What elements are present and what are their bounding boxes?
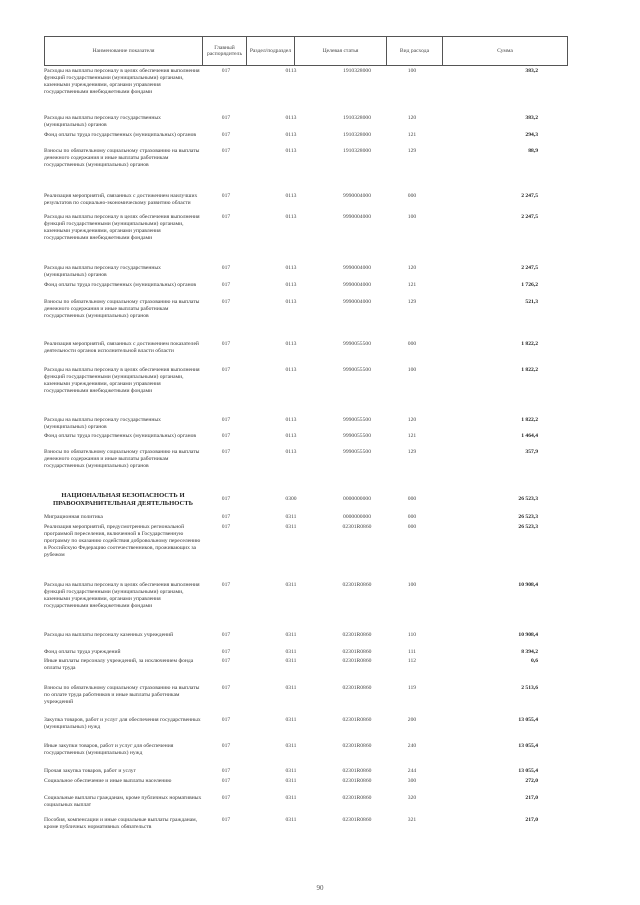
- row-vr: 321: [407, 817, 417, 823]
- row-sum: 217,0: [525, 795, 538, 801]
- row-razdel: 0311: [285, 514, 297, 520]
- row-cs: 9990055500: [343, 341, 371, 347]
- row-sum: 0,6: [531, 658, 538, 664]
- row-razdel: 0311: [285, 632, 297, 638]
- row-razdel: 0311: [285, 524, 297, 530]
- row-sum: 1 822,2: [521, 341, 538, 347]
- row-cs: 9990055500: [343, 449, 371, 455]
- row-razdel: 0311: [285, 658, 297, 664]
- row-name: Расходы на выплаты персоналу государственных (муниципальных) органов: [44, 115, 161, 129]
- row-name: Иные выплаты персоналу учреждений, за исключением фонда оплаты труда: [44, 658, 194, 672]
- row-gr: 017: [221, 658, 231, 664]
- row-vr: 000: [407, 524, 417, 530]
- row-cs: 9990004000: [343, 265, 371, 271]
- row-razdel: 0113: [285, 148, 297, 154]
- row-gr: 017: [221, 795, 231, 801]
- row-vr: 240: [407, 743, 417, 749]
- row-gr: 017: [221, 148, 231, 154]
- row-name: Реализация мероприятий, связанных с достижением наилучших результатов по социально-экономическому развитию области: [44, 193, 198, 207]
- row-cs: 02301R0860: [342, 685, 372, 691]
- row-gr: 017: [221, 743, 231, 749]
- row-cs: 02301R0860: [342, 743, 372, 749]
- row-name: Фонд оплаты труда учреждений: [44, 649, 121, 655]
- row-razdel: 0311: [285, 685, 297, 691]
- row-sum: 2 247,5: [521, 193, 538, 199]
- row-name: Расходы на выплаты персоналу в целях обеспечения выполнения функций государственными (муниципальными) органами, казенными учреждениями, органами управления государственными внебюджетными фондами: [44, 367, 200, 395]
- row-name: Социальное обеспечение и иные выплаты населению: [44, 778, 172, 784]
- row-gr: 017: [221, 282, 231, 288]
- row-vr: 100: [407, 214, 417, 220]
- row-gr: 017: [221, 214, 231, 220]
- row-name: Пособия, компенсации и иные социальные выплаты гражданам, кроме публичных нормативных обязательств: [44, 817, 198, 831]
- header-name: Наименование показателя: [45, 37, 203, 66]
- header-sum: Сумма: [443, 37, 568, 66]
- row-name: Прочая закупка товаров, работ и услуг: [44, 768, 136, 774]
- row-vr: 120: [407, 417, 417, 423]
- row-cs: 1910328000: [343, 68, 371, 74]
- row-razdel: 0113: [285, 132, 297, 138]
- row-vr: 112: [407, 658, 417, 664]
- row-gr: 017: [221, 449, 231, 455]
- row-gr: 017: [221, 132, 231, 138]
- row-vr: 000: [407, 193, 417, 199]
- row-sum: 272,0: [525, 778, 538, 784]
- row-sum: 13 055,4: [518, 743, 538, 749]
- row-sum: 1 822,2: [521, 367, 538, 373]
- row-gr: 017: [221, 685, 231, 691]
- row-gr: 017: [221, 115, 231, 121]
- row-gr: 017: [221, 433, 231, 439]
- row-cs: 9990055500: [343, 417, 371, 423]
- row-cs: 9990004000: [343, 282, 371, 288]
- row-cs: 9990055500: [343, 367, 371, 373]
- row-sum: 2 513,6: [521, 685, 538, 691]
- row-vr: 200: [407, 717, 417, 723]
- header-razdel: Раздел/подраздел: [247, 37, 295, 66]
- row-name: Взносы по обязательному социальному страхованию на выплаты по оплате труда работников и иные выплаты работникам учреждений: [44, 685, 200, 706]
- row-cs: 1910328000: [343, 148, 371, 154]
- row-razdel: 0300: [285, 496, 297, 502]
- row-vr: 110: [407, 632, 417, 638]
- row-sum: 2 247,5: [521, 265, 538, 271]
- row-sum: 1 464,4: [521, 433, 538, 439]
- row-name: Фонд оплаты труда государственных (муниципальных) органов: [44, 132, 197, 138]
- row-gr: 017: [221, 768, 231, 774]
- row-razdel: 0311: [285, 582, 297, 588]
- row-name: Реализация мероприятий, связанных с достижением показателей деятельности органов исполнительной власти области: [44, 341, 199, 355]
- row-razdel: 0311: [285, 817, 297, 823]
- row-cs: 02301R0860: [342, 795, 372, 801]
- row-vr: 100: [407, 68, 417, 74]
- row-cs: 02301R0860: [342, 649, 372, 655]
- row-sum: 26 523,3: [518, 496, 538, 502]
- row-vr: 300: [407, 778, 417, 784]
- row-name: НАЦИОНАЛЬНАЯ БЕЗОПАСНОСТЬ И ПРАВООХРАНИТЕЛЬНАЯ ДЕЯТЕЛЬНОСТЬ: [53, 492, 193, 507]
- row-razdel: 0311: [285, 778, 297, 784]
- row-vr: 244: [407, 768, 417, 774]
- row-razdel: 0113: [285, 341, 297, 347]
- row-name: Расходы на выплаты персоналу в целях обеспечения выполнения функций государственными (муниципальными) органами, казенными учреждениями, органами управления государственными внебюджетными фондами: [44, 68, 200, 96]
- row-vr: 000: [407, 341, 417, 347]
- row-name: Взносы по обязательному социальному страхованию на выплаты денежного содержания и иные выплаты работникам государственных (муниципальных) органов: [44, 449, 200, 470]
- row-vr: 129: [407, 299, 417, 305]
- row-sum: 88,9: [528, 148, 538, 154]
- row-sum: 217,0: [525, 817, 538, 823]
- row-sum: 521,3: [525, 299, 538, 305]
- row-razdel: 0113: [285, 214, 297, 220]
- row-gr: 017: [221, 524, 231, 530]
- header-gr: Главный распорядитель: [203, 37, 247, 66]
- budget-table-header: [44, 36, 568, 66]
- row-razdel: 0311: [285, 768, 297, 774]
- row-gr: 017: [221, 68, 231, 74]
- row-sum: 10 908,4: [518, 582, 538, 588]
- row-cs: 9990055500: [343, 433, 371, 439]
- row-razdel: 0113: [285, 299, 297, 305]
- row-razdel: 0113: [285, 417, 297, 423]
- row-vr: 129: [407, 449, 417, 455]
- row-cs: 0000000000: [343, 514, 371, 520]
- row-gr: 017: [221, 367, 231, 373]
- row-name: Фонд оплаты труда государственных (муниципальных) органов: [44, 282, 197, 288]
- row-vr: 121: [407, 132, 417, 138]
- row-razdel: 0113: [285, 115, 297, 121]
- row-sum: 13 055,4: [518, 717, 538, 723]
- row-vr: 100: [407, 582, 417, 588]
- row-cs: 02301R0860: [342, 658, 372, 664]
- row-cs: 9990004000: [343, 193, 371, 199]
- row-gr: 017: [221, 193, 231, 199]
- row-name: Взносы по обязательному социальному страхованию на выплаты денежного содержания и иные выплаты работникам государственных (муниципальных) органов: [44, 148, 200, 169]
- row-razdel: 0113: [285, 449, 297, 455]
- row-gr: 017: [221, 265, 231, 271]
- row-name: Взносы по обязательному социальному страхованию на выплаты денежного содержания и иные выплаты работникам государственных (муниципальных) органов: [44, 299, 200, 320]
- row-razdel: 0113: [285, 433, 297, 439]
- row-sum: 357,9: [525, 449, 538, 455]
- row-razdel: 0311: [285, 649, 297, 655]
- row-gr: 017: [221, 717, 231, 723]
- row-sum: 383,2: [525, 68, 538, 74]
- row-gr: 017: [221, 778, 231, 784]
- page-number: 90: [316, 884, 324, 892]
- row-razdel: 0113: [285, 68, 297, 74]
- row-razdel: 0113: [285, 265, 297, 271]
- row-sum: 13 055,4: [518, 768, 538, 774]
- row-name: Расходы на выплаты персоналу государственных (муниципальных) органов: [44, 265, 161, 279]
- row-name: Закупка товаров, работ и услуг для обеспечения государственных (муниципальных) нужд: [44, 717, 201, 731]
- row-gr: 017: [221, 514, 231, 520]
- row-name: Реализация мероприятий, предусмотренных региональной программой переселения, включенной в Государственную программу по оказанию содействия добровольному переселению в Российскую Федерацию соотечественников, проживающих за рубежом: [44, 524, 201, 559]
- row-cs: 02301R0860: [342, 778, 372, 784]
- row-razdel: 0311: [285, 717, 297, 723]
- row-cs: 9990004000: [343, 299, 371, 305]
- row-vr: 120: [407, 265, 417, 271]
- row-vr: 120: [407, 115, 417, 121]
- row-cs: 02301R0860: [342, 768, 372, 774]
- row-cs: 9990004000: [343, 214, 371, 220]
- row-sum: 1 822,2: [521, 417, 538, 423]
- row-cs: 02301R0860: [342, 632, 372, 638]
- row-cs: 1910328000: [343, 132, 371, 138]
- row-vr: 000: [407, 496, 417, 502]
- row-sum: 26 523,3: [518, 524, 538, 530]
- row-razdel: 0311: [285, 743, 297, 749]
- row-cs: 0000000000: [343, 496, 371, 502]
- row-vr: 121: [407, 433, 417, 439]
- row-gr: 017: [221, 417, 231, 423]
- row-name: Расходы на выплаты персоналу казенных учреждений: [44, 632, 174, 638]
- row-name: Расходы на выплаты персоналу государственных (муниципальных) органов: [44, 417, 161, 431]
- row-gr: 017: [221, 582, 231, 588]
- row-name: Иные закупки товаров, работ и услуг для обеспечения государственных (муниципальных) нужд: [44, 743, 174, 757]
- row-sum: 10 908,4: [518, 632, 538, 638]
- row-name: Миграционная политика: [44, 514, 103, 520]
- row-gr: 017: [221, 649, 231, 655]
- row-vr: 119: [407, 685, 417, 691]
- row-cs: 02301R0860: [342, 717, 372, 723]
- header-vr: Вид расхода: [387, 37, 443, 66]
- row-cs: 02301R0860: [342, 524, 372, 530]
- row-razdel: 0113: [285, 193, 297, 199]
- row-razdel: 0113: [285, 367, 297, 373]
- row-sum: 294,3: [525, 132, 538, 138]
- row-name: Социальные выплаты гражданам, кроме публичных нормативных социальных выплат: [44, 795, 202, 809]
- row-name: Расходы на выплаты персоналу в целях обеспечения выполнения функций государственными (муниципальными) органами, казенными учреждениями, органами управления государственными внебюджетными фондами: [44, 214, 200, 242]
- row-cs: 02301R0860: [342, 817, 372, 823]
- header-cs: Целевая статья: [295, 37, 387, 66]
- row-sum: 383,2: [525, 115, 538, 121]
- row-sum: 26 523,3: [518, 514, 538, 520]
- row-cs: 1910328000: [343, 115, 371, 121]
- row-vr: 121: [407, 282, 417, 288]
- row-sum: 8 394,2: [521, 649, 538, 655]
- row-vr: 100: [407, 367, 417, 373]
- row-gr: 017: [221, 341, 231, 347]
- row-gr: 017: [221, 496, 231, 502]
- row-gr: 017: [221, 299, 231, 305]
- row-gr: 017: [221, 632, 231, 638]
- row-name: Фонд оплаты труда государственных (муниципальных) органов: [44, 433, 197, 439]
- row-vr: 000: [407, 514, 417, 520]
- row-razdel: 0113: [285, 282, 297, 288]
- row-razdel: 0311: [285, 795, 297, 801]
- row-vr: 129: [407, 148, 417, 154]
- row-gr: 017: [221, 817, 231, 823]
- row-vr: 111: [408, 649, 416, 655]
- row-name: Расходы на выплаты персоналу в целях обеспечения выполнения функций государственными (муниципальными) органами, казенными учреждениями, органами управления государственными внебюджетными фондами: [44, 582, 200, 610]
- row-cs: 02301R0860: [342, 582, 372, 588]
- row-sum: 2 247,5: [521, 214, 538, 220]
- row-sum: 1 726,2: [521, 282, 538, 288]
- row-vr: 320: [407, 795, 417, 801]
